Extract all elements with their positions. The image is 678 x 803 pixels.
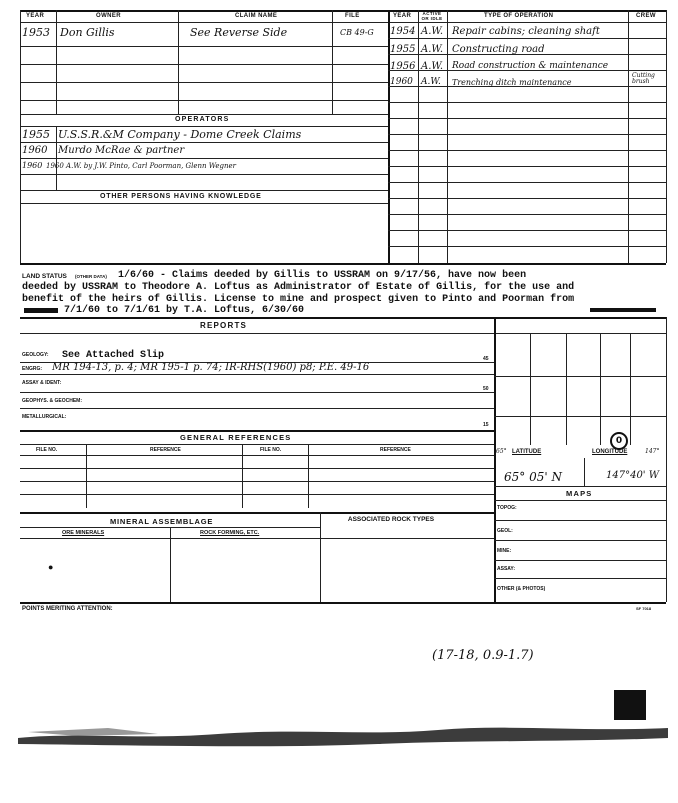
ref-col-header: REFERENCE: [150, 447, 181, 453]
activity-year: 1960: [390, 77, 413, 87]
row-line: [388, 38, 666, 39]
row-line: [20, 46, 388, 47]
form-number: SF 7018: [636, 606, 652, 611]
mineral-col-line: [170, 527, 171, 602]
activity-year: 1954: [390, 26, 416, 37]
row-line: [20, 392, 494, 393]
geology-label: GEOLOGY:: [22, 352, 49, 358]
row-line: [388, 246, 666, 247]
maps-row-line: [494, 520, 666, 521]
geophys-label: GEOPHYS. & GEOCHEM:: [22, 398, 83, 404]
row-line: [20, 408, 494, 409]
col-divider: [332, 10, 333, 114]
operator-text: U.S.S.R.&M Company - Dome Creek Claims: [58, 128, 302, 141]
land-status-line: 1/6/60 - Claims deeded by Gillis to USSRAM on 9/17/56, have now been: [118, 270, 527, 281]
longitude-suffix: 147°: [645, 448, 660, 455]
file-header: FILE: [345, 13, 360, 19]
col-divider: [418, 10, 419, 263]
geology-value: See Attached Slip: [62, 350, 165, 361]
circled-mark: 0: [610, 432, 628, 450]
maps-row-line: [494, 560, 666, 561]
activity-status: A.W.: [421, 77, 441, 87]
crew-header: CREW: [636, 13, 656, 19]
latitude-label: LATITUDE: [512, 449, 542, 455]
row-line: [20, 142, 388, 143]
claim-name: See Reverse Side: [190, 26, 288, 39]
col-divider: [56, 126, 57, 190]
general-references-title: GENERAL REFERENCES: [180, 433, 292, 442]
ref-row-line: [20, 455, 494, 456]
operator-year: 1955: [22, 128, 50, 141]
maps-label: GEOL:: [497, 528, 513, 534]
col-divider: [56, 10, 57, 114]
maps-divider: [494, 500, 666, 501]
land-status-sublabel: (OTHER DATA): [75, 274, 107, 279]
rock-forming-label: ROCK FORMING, ETC.: [200, 530, 260, 536]
scan-smudge: [18, 722, 668, 748]
section-divider: [20, 263, 666, 265]
row-line: [388, 102, 666, 103]
row-line: [20, 174, 388, 175]
maps-row-line: [494, 540, 666, 541]
activity-operation: Constructing road: [452, 44, 545, 55]
redaction-bar: [24, 308, 58, 313]
year-header: YEAR: [26, 13, 45, 19]
engrg-value: MR 194-13, p. 4; MR 195-1 p. 74; IR-RHS(1960) p8; P.E. 49-16: [52, 362, 370, 373]
row-line: [20, 158, 388, 159]
assoc-rock-title: ASSOCIATED ROCK TYPES: [347, 516, 435, 523]
row-number: 15: [483, 422, 489, 428]
activity-status: A.W.: [421, 44, 444, 55]
activity-operation: Road construction & maintenance: [452, 61, 609, 71]
row-line: [388, 182, 666, 183]
top-border: [20, 10, 666, 12]
ref-col-header: REFERENCE: [380, 447, 411, 453]
left-border: [20, 10, 21, 263]
row-line: [388, 214, 666, 215]
activity-operation: Repair cabins; cleaning shaft: [452, 26, 600, 37]
points-top-line: [20, 602, 666, 604]
activity-status: A.W.: [421, 26, 444, 37]
row-line: [388, 166, 666, 167]
operator-year: 1960: [22, 161, 43, 170]
maps-label: TOPOG:: [497, 505, 517, 511]
operators-divider: [20, 126, 388, 127]
operator-text: Murdo McRae & partner: [58, 145, 185, 156]
active-idle-header: ACTIVE OR IDLE: [421, 11, 443, 21]
row-line: [20, 82, 388, 83]
land-status-label: LAND STATUS: [22, 273, 67, 280]
ref-row-line: [20, 481, 494, 482]
operators-title: OPERATORS: [175, 116, 230, 123]
type-of-operation-header: TYPE OF OPERATION: [484, 13, 554, 19]
black-marker: [614, 690, 646, 720]
row-line: [388, 118, 666, 119]
row-number: 45: [483, 356, 489, 362]
reports-divider: [20, 333, 666, 334]
ref-col-line: [86, 444, 87, 508]
points-note: (17-18, 0.9-1.7): [432, 648, 534, 663]
header-divider: [20, 22, 666, 23]
ref-col-header: FILE NO.: [260, 447, 282, 453]
other-persons-top-line: [20, 190, 388, 191]
bullet-icon: ●: [48, 562, 54, 572]
maps-top-line: [494, 486, 666, 487]
claim-file: CB 49-G: [340, 28, 374, 37]
engrg-label: ENGRG:: [22, 366, 42, 372]
row-line: [388, 230, 666, 231]
ref-row-line: [20, 494, 494, 495]
maps-label: OTHER (& PHOTOS): [497, 586, 546, 592]
grid-line: [600, 333, 601, 445]
claim-owner: Don Gillis: [60, 26, 115, 39]
activity-year: 1955: [390, 44, 416, 55]
other-persons-title: OTHER PERSONS HAVING KNOWLEDGE: [100, 193, 262, 200]
ref-row-line: [20, 468, 494, 469]
reports-top-line: [20, 317, 666, 319]
metallurgical-label: METALLURGICAL:: [22, 414, 67, 420]
grid-line: [494, 416, 666, 417]
activity-extra: Cutting brush: [632, 72, 655, 85]
points-label: POINTS MERITING ATTENTION:: [22, 606, 113, 612]
operator-text: 1960 A.W. by J.W. Pinto, Carl Poorman, Glenn Wegner: [46, 162, 237, 170]
latitude-value: 65° 05' N: [504, 470, 562, 484]
row-line: [388, 150, 666, 151]
general-references-top-line: [20, 430, 494, 432]
activity-status: A.W.: [421, 61, 444, 72]
general-references-divider: [20, 444, 494, 445]
right-border: [666, 317, 667, 602]
col-divider: [178, 10, 179, 114]
row-number: 50: [483, 386, 489, 392]
mineral-top-line: [20, 512, 494, 514]
maps-label: MINE:: [497, 548, 512, 554]
maps-label: ASSAY:: [497, 566, 516, 572]
row-line: [388, 198, 666, 199]
grid-line: [566, 333, 567, 445]
other-persons-divider: [20, 203, 388, 204]
land-status-line: benefit of the heirs of Gillis. License to mine and prospect given to Pinto and Poorman from: [22, 294, 575, 305]
longitude-label: LONGITUDE: [592, 449, 628, 455]
row-line: [20, 374, 494, 375]
mineral-col-line: [320, 512, 321, 602]
redaction-bar: [590, 308, 656, 312]
activity-operation: Trenching ditch maintenance: [452, 78, 572, 87]
mineral-title: MINERAL ASSEMBLAGE: [110, 517, 214, 526]
ref-col-line: [242, 444, 243, 508]
row-line: [20, 64, 388, 65]
owner-header: OWNER: [96, 13, 121, 19]
operator-year: 1960: [22, 145, 48, 156]
maps-title: MAPS: [566, 489, 593, 498]
grid-line: [530, 333, 531, 445]
assay-label: ASSAY & IDENT:: [22, 380, 62, 386]
claim-year: 1953: [22, 26, 50, 39]
operators-top-line: [20, 114, 388, 115]
col-divider: [447, 10, 448, 263]
grid-line: [630, 333, 631, 445]
land-status-line: 7/1/60 to 7/1/61 by T.A. Loftus, 6/30/60: [64, 305, 305, 316]
ref-col-header: FILE NO.: [36, 447, 58, 453]
activity-year-header: YEAR: [393, 13, 412, 19]
ref-col-line: [308, 444, 309, 508]
reports-title: REPORTS: [200, 321, 248, 330]
land-status-line: deeded by USSRAM to Theodore A. Loftus as Administrator of Estate of Gillis, for the use and: [22, 282, 575, 293]
row-line: [388, 134, 666, 135]
longitude-value: 147°40' W: [606, 470, 660, 481]
grid-line: [494, 376, 666, 377]
claim-name-header: CLAIM NAME: [235, 13, 278, 19]
mineral-divider: [20, 538, 494, 539]
coordinate-prefix: 65°: [496, 448, 507, 455]
col-divider: [628, 10, 629, 263]
maps-row-line: [494, 578, 666, 579]
grid-line: [584, 458, 585, 486]
activity-year: 1956: [390, 61, 416, 72]
ore-minerals-label: ORE MINERALS: [62, 530, 105, 536]
row-line: [20, 100, 388, 101]
right-border: [666, 10, 667, 263]
